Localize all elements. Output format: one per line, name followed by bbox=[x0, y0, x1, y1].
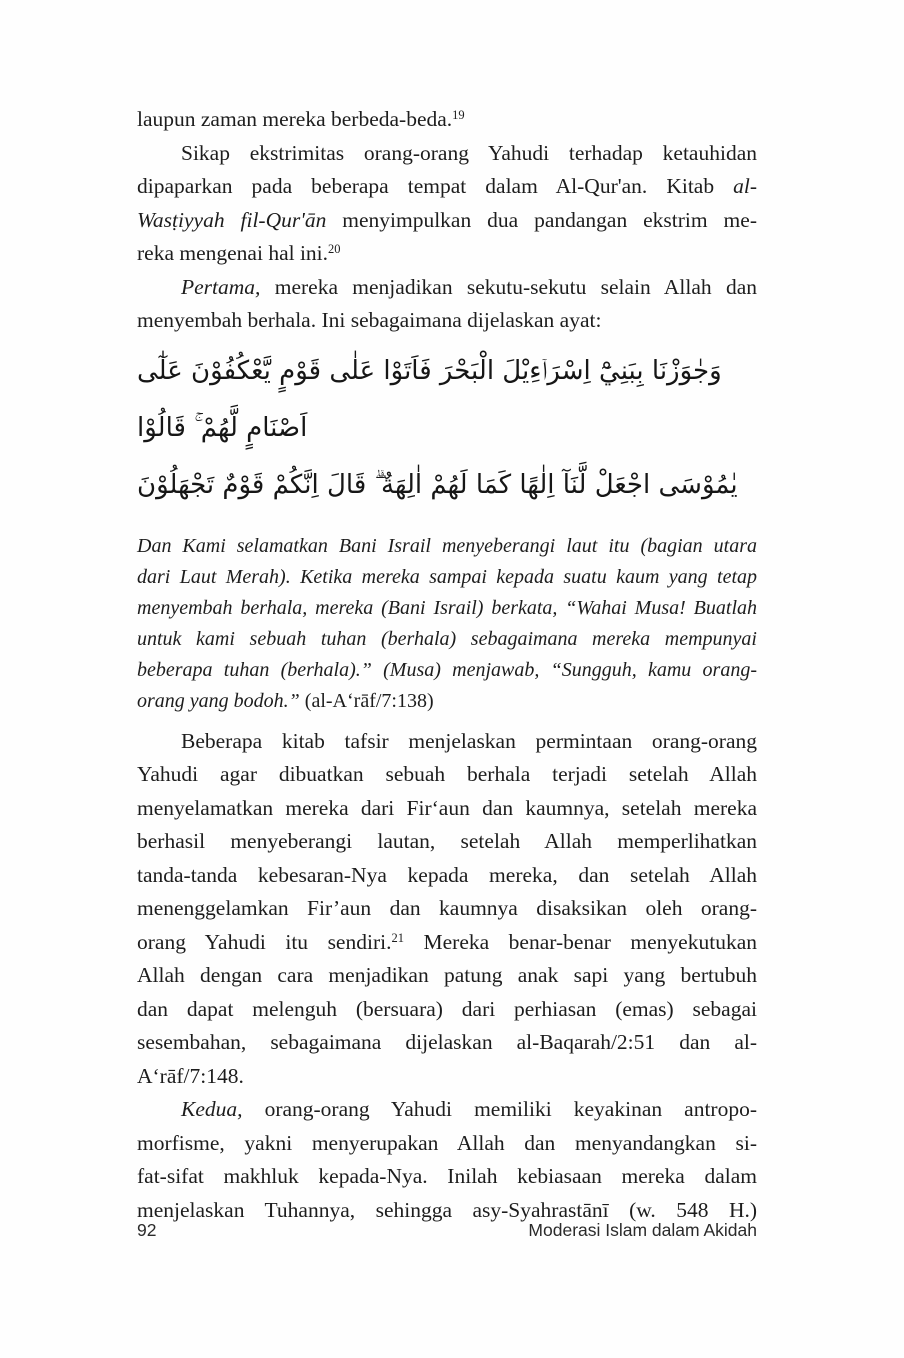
text-segment: Sikap ekstrimitas orang-orang Yahudi terhadap ketauhidan bbox=[181, 140, 757, 165]
text-segment: menyimpulkan dua pandangan ekstrim me- bbox=[326, 207, 757, 232]
text-segment: 20 bbox=[328, 242, 341, 257]
text-line bbox=[137, 655, 757, 686]
text-line bbox=[137, 204, 757, 238]
text-segment: Pertama, bbox=[181, 274, 261, 299]
text-segment: 19 bbox=[452, 108, 465, 123]
text-line bbox=[137, 304, 757, 338]
text-segment: Dan Kami selamatkan Bani Israil menyeberangi laut itu (bagian utara bbox=[137, 534, 757, 557]
text-segment: وَجٰوَزْنَا بِبَنِيْٓ اِسْرَاۤءِيْلَ الْبَحْرَ فَاَتَوْا عَلٰى قَوْمٍ يَّعْكُفُوْنَ عَلٰٓى اَصْنَامٍ لَّهُمْ ۚ قَالُوْا bbox=[137, 355, 722, 443]
text-segment: beberapa tuhan (berhala).” (Musa) menjawab, “Sungguh, kamu orang- bbox=[137, 658, 757, 681]
text-line bbox=[137, 531, 757, 562]
text-segment: menjelaskan Tuhannya, sehingga asy-Syahrastānī (w. 548 H.) bbox=[137, 1197, 757, 1222]
text-segment: (al-A‘rāf/7:138) bbox=[304, 689, 434, 712]
text-line bbox=[137, 859, 757, 893]
text-segment: orang Yahudi itu sendiri. bbox=[137, 929, 392, 954]
text-line bbox=[137, 1160, 757, 1194]
text-line bbox=[137, 825, 757, 859]
text-line bbox=[137, 959, 757, 993]
text-line bbox=[137, 725, 757, 759]
arabic-verse bbox=[137, 343, 757, 514]
text-line bbox=[137, 562, 757, 593]
text-line bbox=[137, 1127, 757, 1161]
text-segment: untuk kami sebuah tuhan (berhala) sebagaimana mereka mempunyai bbox=[137, 627, 757, 650]
text-segment: 21 bbox=[391, 930, 404, 945]
paragraph-block-bottom bbox=[137, 725, 757, 1228]
text-line bbox=[137, 758, 757, 792]
text-line bbox=[137, 892, 757, 926]
text-segment: al- bbox=[733, 174, 757, 198]
text-line bbox=[137, 993, 757, 1027]
text-segment: menyelamatkan mereka dari Fir‘aun dan kaumnya, setelah mereka bbox=[137, 795, 757, 820]
text-segment: يٰمُوْسَى اجْعَلْ لَّنَآ اِلٰهًا كَمَا لَهُمْ اٰلِهَةٌ ۗ قَالَ اِنَّكُمْ قَوْمٌ تَجْهَلُوْنَ bbox=[137, 469, 738, 500]
text-segment: dan dapat melenguh (bersuara) dari perhiasan (emas) sebagai bbox=[137, 996, 757, 1021]
text-segment: morfisme, yakni menyerupakan Allah dan menyandangkan si- bbox=[137, 1130, 757, 1155]
text-segment: dipaparkan pada beberapa tempat dalam Al-Qur'an. Kitab bbox=[137, 174, 734, 198]
text-segment: Kedua, bbox=[181, 1097, 243, 1121]
page-footer bbox=[137, 1220, 757, 1241]
text-segment: menenggelamkan Fir’aun dan kaumnya disaksikan oleh orang- bbox=[137, 896, 757, 920]
text-segment: sesembahan, sebagaimana dijelaskan al-Baqarah/2:51 dan al- bbox=[137, 1030, 757, 1054]
text-segment: laupun zaman mereka berbeda-beda. bbox=[137, 107, 453, 131]
text-segment: Beberapa kitab tafsir menjelaskan permintaan orang-orang bbox=[181, 728, 757, 753]
text-segment: reka mengenai hal ini. bbox=[137, 241, 329, 265]
text-line bbox=[137, 686, 757, 717]
text-line bbox=[137, 792, 757, 826]
running-footer-title: Moderasi Islam dalam Akidah bbox=[528, 1220, 757, 1240]
text-segment: tanda-tanda kebesaran-Nya kepada mereka, dan setelah Allah bbox=[137, 862, 757, 887]
text-line bbox=[137, 343, 757, 457]
text-segment: fat-sifat makhluk kepada-Nya. Inilah kebiasaan mereka dalam bbox=[137, 1164, 757, 1188]
text-segment: menyembah berhala, mereka (Bani Israil) berkata, “Wahai Musa! Buatlah bbox=[137, 596, 757, 619]
text-segment: A‘rāf/7:148. bbox=[137, 1063, 244, 1088]
verse-translation bbox=[137, 531, 757, 717]
text-line bbox=[137, 137, 757, 171]
text-segment: orang-orang Yahudi memiliki keyakinan antropo- bbox=[242, 1097, 757, 1121]
text-segment: Mereka benar-benar menyekutukan bbox=[403, 929, 757, 954]
text-segment: Wasṭiyyah fil-Qur'ān bbox=[137, 207, 327, 232]
text-line bbox=[137, 593, 757, 624]
text-segment: dari Laut Merah). Ketika mereka sampai kepada suatu kaum yang tetap bbox=[137, 565, 757, 588]
text-line bbox=[137, 237, 757, 271]
text-line bbox=[137, 1093, 757, 1127]
text-segment: berhasil menyeberangi lautan, setelah Allah memperlihatkan bbox=[137, 829, 757, 853]
text-line bbox=[137, 926, 757, 960]
paragraph-block-top bbox=[137, 103, 757, 338]
text-line bbox=[137, 271, 757, 305]
page-number: 92 bbox=[137, 1220, 157, 1240]
text-segment: menyembah berhala. Ini sebagaimana dijelaskan ayat: bbox=[137, 308, 602, 332]
text-line bbox=[137, 457, 757, 514]
text-line bbox=[137, 1026, 757, 1060]
text-line bbox=[137, 1060, 757, 1094]
text-segment: mereka menjadikan sekutu-sekutu selain Allah dan bbox=[260, 274, 757, 299]
text-line bbox=[137, 624, 757, 655]
text-line bbox=[137, 103, 757, 137]
text-segment: Allah dengan cara menjadikan patung anak sapi yang bertubuh bbox=[137, 963, 757, 987]
text-line bbox=[137, 170, 757, 204]
text-column bbox=[137, 103, 757, 1227]
text-segment: Yahudi agar dibuatkan sebuah berhala terjadi setelah Allah bbox=[137, 762, 757, 786]
text-segment: orang yang bodoh.” bbox=[137, 689, 305, 712]
